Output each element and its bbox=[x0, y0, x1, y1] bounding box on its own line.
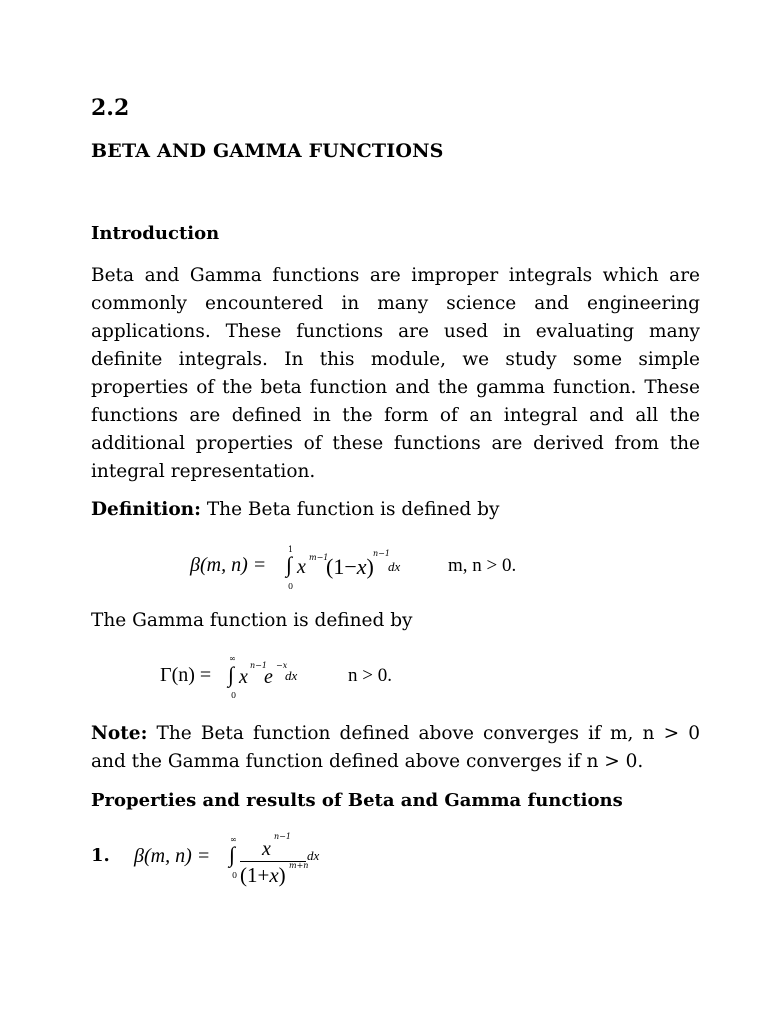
beta-condition: m, n > 0. bbox=[448, 555, 517, 576]
property-1-lhs: β(m, n) = bbox=[134, 845, 211, 867]
numerator: x bbox=[262, 838, 271, 860]
denominator: (1+x) bbox=[240, 863, 286, 887]
beta-paren: (1−x) bbox=[326, 554, 374, 579]
integral-sign: ∫ bbox=[286, 552, 293, 577]
beta-exp-n: n−1 bbox=[373, 549, 390, 558]
definition-label: Definition: bbox=[91, 499, 201, 520]
integral-lower-limit: 0 bbox=[232, 871, 238, 880]
denominator-exp: m+n bbox=[289, 861, 309, 870]
definition-line bbox=[91, 499, 499, 520]
integral-upper-limit: ∞ bbox=[230, 835, 237, 844]
note-paragraph bbox=[91, 720, 700, 776]
beta-lhs: β(m, n) = bbox=[190, 554, 267, 576]
property-1-dx: dx bbox=[307, 848, 320, 863]
integral-upper-limit: ∞ bbox=[229, 654, 236, 663]
definition-text: The Beta function is defined by bbox=[200, 499, 500, 520]
section-number: 2.2 bbox=[91, 95, 130, 121]
integral-lower-limit: 0 bbox=[288, 582, 294, 591]
beta-dx: dx bbox=[388, 559, 401, 574]
integral-sign: ∫ bbox=[228, 662, 235, 687]
gamma-exp-x: −x bbox=[276, 661, 288, 670]
note-label: Note: bbox=[91, 723, 148, 744]
beta-exp-m: m−1 bbox=[309, 553, 329, 562]
integral-lower-limit: 0 bbox=[231, 691, 237, 700]
properties-heading: Properties and results of Beta and Gamma functions bbox=[91, 790, 623, 811]
beta-integrand: x bbox=[297, 556, 306, 578]
note-text: The Beta function defined above converges if m, n > 0 and the Gamma function defined above converges if n > 0. bbox=[91, 723, 700, 772]
gamma-intro: The Gamma function is defined by bbox=[91, 610, 413, 631]
property-number: 1. bbox=[91, 845, 110, 866]
intro-paragraph: Beta and Gamma functions are improper integrals which are commonly encountered in many science and engineering applications. These functions are used in evaluating many definite integrals. In this module, we study some simple properties of the beta function and the gamma function. These functions are defined in the form of an integral and all the additional properties of these functions are derived from the integral representation. bbox=[91, 265, 700, 482]
gamma-condition: n > 0. bbox=[348, 665, 392, 686]
section-title: BETA AND GAMMA FUNCTIONS bbox=[91, 140, 444, 162]
integral-sign: ∫ bbox=[229, 842, 236, 867]
integral-upper-limit: 1 bbox=[288, 545, 294, 554]
gamma-exp-n: n−1 bbox=[250, 661, 267, 670]
gamma-x: x bbox=[239, 666, 248, 688]
gamma-lhs: Γ(n) = bbox=[160, 664, 212, 686]
intro-heading: Introduction bbox=[91, 223, 220, 244]
numerator-exp: n−1 bbox=[274, 832, 291, 841]
gamma-dx: dx bbox=[285, 668, 298, 683]
gamma-e: e bbox=[264, 666, 273, 688]
